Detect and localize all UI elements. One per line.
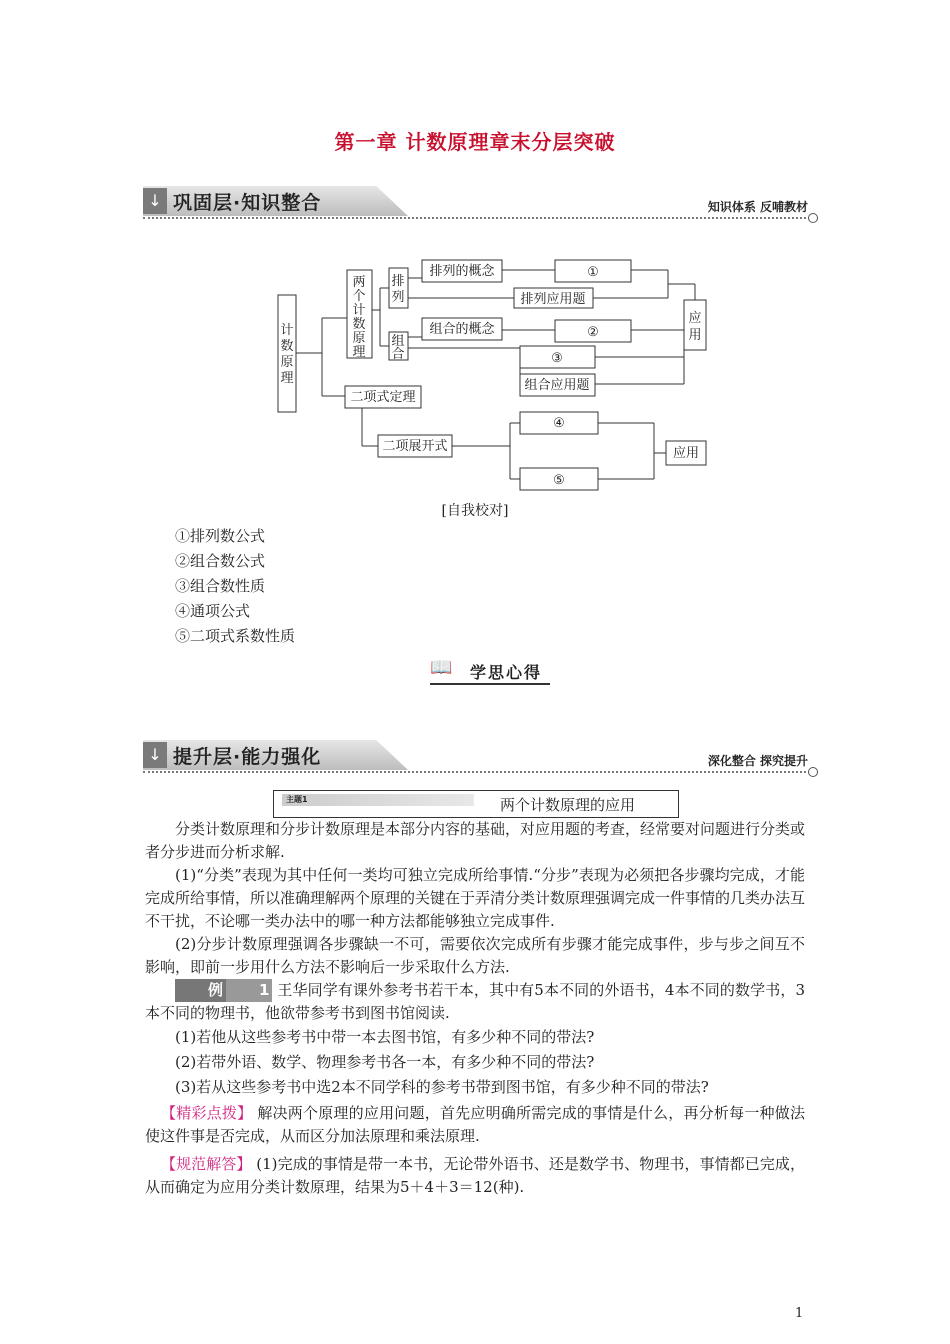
question-3: (3)若从这些参考书中选2本不同学科的参考书带到图书馆，有多少种不同的带法? — [175, 1078, 709, 1096]
banner-title: 提升层·能力强化 — [173, 746, 322, 768]
knowledge-diagram — [270, 250, 710, 504]
binomial-theorem: 二项式定理 — [350, 390, 416, 405]
paragraph-steps: (2)分步计数原理强调各步骤缺一不可，需要依次完成所有步骤才能完成事件，步与步之间互不影响，即前一步用什么方法不影响后一步采取什么方法. — [145, 935, 805, 976]
section-banner-consolidate — [143, 186, 818, 220]
zuhe-char-1: 组 — [391, 334, 405, 349]
answer-list — [175, 524, 295, 649]
circle-dot-icon — [808, 767, 818, 777]
question-1: (1)若他从这些参考书中带一本去图书馆，有多少种不同的带法? — [175, 1028, 595, 1046]
example-number: 1 — [226, 979, 272, 1002]
blank-3: ③ — [551, 351, 563, 366]
banner-subtitle: 深化整合 探究提升 — [707, 754, 808, 768]
root-char-1: 计 — [280, 323, 294, 338]
page-number: 1 — [795, 1306, 804, 1321]
hint-label: 【精彩点拨】 — [161, 1104, 253, 1122]
solution-text: (1)完成的事情是带一本书，无论带外语书、还是数学书、物理书，事情都已完成，从而确定为应用分类计数原理，结果为5＋4＋3＝12(种). — [145, 1155, 805, 1196]
down-arrow-icon: ↓ — [143, 188, 167, 214]
example-tag: 例 — [175, 979, 226, 1002]
pailie-application: 排列应用题 — [520, 292, 586, 307]
banner-subtitle: 知识体系 反哺教材 — [707, 200, 808, 214]
blank-1: ① — [587, 265, 599, 280]
hint-paragraph — [145, 1102, 805, 1148]
example-1 — [145, 979, 805, 1025]
self-check-label: [自我校对] — [441, 503, 509, 519]
topic-label: 主题1 — [282, 794, 474, 806]
open-book-icon: 📖 — [430, 657, 453, 678]
banner-title: 巩固层·知识整合 — [173, 192, 322, 214]
blank-5: ⑤ — [553, 473, 565, 488]
binomial-expansion: 二项展开式 — [382, 439, 448, 454]
application-char-1: 应 — [688, 311, 702, 326]
zuhe-char-2: 合 — [391, 347, 405, 362]
solution-label: 【规范解答】 — [161, 1155, 252, 1173]
intro-paragraph: 分类计数原理和分步计数原理是本部分内容的基础，对应用题的考查，经常要对问题进行分类或者分步进而分析求解. — [145, 820, 806, 861]
two-principles-char-4: 数 — [352, 317, 366, 332]
example-text: 王华同学有课外参考书若干本，其中有5本不同的外语书，4本不同的数学书，3本不同的物理书，他欲带参考书到图书馆阅读. — [145, 981, 805, 1022]
blank-4: ④ — [553, 416, 565, 431]
zuhe-concept: 组合的概念 — [429, 322, 495, 337]
pailie-char-1: 排 — [391, 274, 405, 289]
answer-item: ④通项公式 — [175, 602, 251, 620]
paragraph-classification: (1)“分类”表现为其中任何一类均可独立完成所给事情.“分步”表现为必须把各步骤均完成，才能完成所给事情，所以准确理解两个原理的关键在于弄清分类计数原理强调完成一件事情的几类办法互不干扰，不论哪一类办法中的哪一种方法都能够独立完成事件. — [145, 866, 806, 930]
application-char-2: 用 — [688, 328, 702, 343]
down-arrow-icon: ↓ — [143, 742, 167, 768]
zuhe-application: 组合应用题 — [524, 378, 590, 393]
study-notes-heading: 📖 学思心得 — [430, 655, 550, 685]
root-char-2: 数 — [280, 339, 294, 354]
answer-item: ①排列数公式 — [175, 527, 266, 545]
section-banner-improve — [143, 740, 818, 774]
circle-dot-icon — [808, 213, 818, 223]
chapter-title: 第一章 计数原理章末分层突破 — [334, 130, 616, 154]
root-char-3: 原 — [280, 355, 294, 370]
two-principles-char-1: 两 — [352, 275, 366, 290]
two-principles-char-3: 计 — [352, 303, 366, 318]
hint-text: 解决两个原理的应用问题，首先应明确所需完成的事情是什么，再分析每一种做法使这件事是否完成，从而区分加法原理和乘法原理. — [145, 1104, 805, 1145]
application-label: 应用 — [672, 446, 700, 461]
answer-item: ②组合数公式 — [175, 552, 266, 570]
root-char-4: 理 — [280, 371, 294, 386]
topic-name: 两个计数原理的应用 — [500, 796, 636, 814]
two-principles-char-6: 理 — [352, 345, 366, 360]
answer-item: ⑤二项式系数性质 — [175, 627, 296, 645]
solution-paragraph — [145, 1153, 805, 1199]
knowledge-diagram-svg — [270, 250, 710, 500]
two-principles-char-2: 个 — [352, 289, 366, 304]
answer-item: ③组合数性质 — [175, 577, 266, 595]
pailie-char-2: 列 — [391, 290, 405, 305]
two-principles-char-5: 原 — [352, 331, 366, 346]
question-2: (2)若带外语、数学、物理参考书各一本，有多少种不同的带法? — [175, 1053, 595, 1071]
topic-header — [273, 790, 679, 818]
blank-2: ② — [587, 325, 599, 340]
pailie-concept: 排列的概念 — [429, 264, 495, 279]
